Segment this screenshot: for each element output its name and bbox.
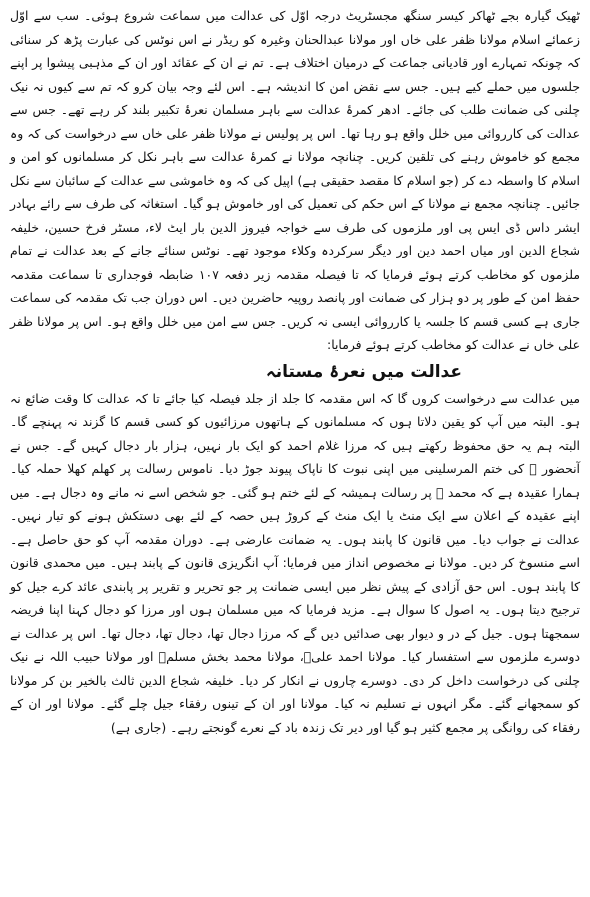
paragraph-court-proceedings: ٹھیک گیارہ بجے ٹھاکر کیسر سنگھ مجسٹریٹ درجہ اوّل کی عدالت میں سماعت شروع ہوئی۔ سب سے اوّل زعمائے اسلام مولانا ظفر علی خاں اور مولانا عبدالحنان وغیرہ کو ریڈر نے اس نوٹس کی عبارت پڑھ کر سنائی کہ چونکہ تمہارے اور قادیانی جماعت کے درمیان اختلاف ہے۔ تم نے ان کے عقائد اور ان کے مذہبی پیشوا پر اپنے جلسوں میں حملے کیے ہیں۔ جس سے نقض امن کا اندیشہ ہے۔ اس لئے وجہ بیان کرو کہ تم سے کیوں نہ نیک چلنی کی ضمانت طلب کی جائے۔ ادھر کمرۂ عدالت سے باہر مسلمان نعرۂ تکبیر بلند کر رہے تھے۔ جس سے عدالت کی کارروائی میں خلل واقع ہو رہا تھا۔ اس پر پولیس نے مولانا ظفر علی خاں سے درخواست کی کہ وہ مجمع کو خاموش رہنے کی تلقین کریں۔ چنانچہ مولانا نے کمرۂ عدالت سے باہر نکل کر مسلمانوں کو امن و اسلام کا واسطہ دے کر (جو اسلام کا مقصد حقیقی ہے) اپیل کی کہ وہ خاموشی سے عدالت کے سائبان سے نکل جائیں۔ چنانچہ مجمع نے مولانا کے اس حکم کی تعمیل کی اور خاموش ہو گیا۔ استغاثہ کی طرف سے رائے بہادر ایشر داس ڈی ایس پی اور ملزموں کی طرف سے خواجہ فیروز الدین بار ایٹ لاء، مسٹر فرخ حسین، خلیفہ شجاع الدین اور میاں احمد دین اور دیگر سرکردہ وکلاء موجود تھے۔ نوٹس سنائے جانے کے بعد عدالت نے تمام ملزموں کو مخاطب کرتے ہوئے فرمایا کہ تا فیصلہ مقدمہ زیر دفعہ ۱۰۷ ضابطہ فوجداری تا سماعت مقدمہ حفظ امن کے طور پر دو ہزار کی ضمانت اور پانصد روپیہ حاضرین دیں۔ اس دوران جب تک مقدمہ کی سماعت جاری ہے کسی قسم کا جلسہ یا کارروائی ایسی نہ کریں۔ جس سے امن میں خلل واقع ہو۔ اس پر مولانا ظفر علی خاں نے عدالت کو مخاطب کرتے ہوئے فرمایا: <box>10 8 580 352</box>
paragraph-statement: میں عدالت سے درخواست کروں گا کہ اس مقدمہ کا جلد از جلد فیصلہ کیا جائے تا کہ عدالت کا وقت ضائع نہ ہو۔ البتہ میں آپ کو یقین دلاتا ہوں کہ مسلمانوں کے ہاتھوں مرزائیوں کو کسی قسم کا گزند نہ پہنچے گا۔ البتہ ہم یہ حق محفوظ رکھتے ہیں کہ مرزا غلام احمد کو ایک بار نہیں، ہزار بار دجال کہیں گے۔ جس نے آنحضور ﷺ کی ختم المرسلینی میں اپنی نبوت کا ناپاک پیوند جوڑ دیا۔ ناموس رسالت پر کھلم کھلا حملہ کیا۔ ہمارا عقیدہ ہے کہ محمد ﷺ پر رسالت ہمیشہ کے لئے ختم ہو گئی۔ جو شخص اسے نہ مانے وہ دجال ہے۔ میں اپنے عقیدہ کے اعلان سے ایک منٹ یا ایک منٹ کے کروڑ ہیں حصہ کے لئے بھی دستکش ہونے کو تیار نہیں۔ عدالت نے جواب دیا۔ میں قانون کا پابند ہوں۔ یہ ضمانت عارضی ہے۔ دوران مقدمہ آپ کو حق حاصل ہے۔ اسے منسوخ کر دیں۔ مولانا نے مخصوص انداز میں فرمایا: آپ انگریزی قانون کے پابند ہیں۔ میں محمدی قانون کا پابند ہوں۔ اس حق آزادی کے پیش نظر میں ایسی ضمانت پر جو تحریر و تقریر پر پابندی عائد کرے جیل کو ترجیح دیتا ہوں۔ یہ اصول کا سوال ہے۔ مزید فرمایا کہ میں مسلمان ہوں اور مرزا کو دجال کہنا اپنا فریضہ سمجھتا ہوں۔ جیل کے در و دیوار بھی صدائیں دیں گے کہ مرزا دجال تھا، دجال تھا، دجال تھا۔ اس پر عدالت نے دوسرے ملزموں سے استفسار کیا۔ مولانا احمد علیؒ، مولانا محمد بخش مسلمؒ اور مولانا حبیب اللہ نے نیک چلنی کی درخواست داخل کر دی۔ دوسرے چاروں نے انکار کر دیا۔ خلیفہ شجاع الدین ثالث بالخیر بن کر مولانا کو سمجھانے گئے۔ مگر انہوں نے تسلیم نہ کیا۔ مولانا اور ان کے تینوں رفقاء جیل چلے گئے۔ مولانا اور ان کے رفقاء کی روانگی پر مجمع کثیر ہو گیا اور دیر تک زندہ باد کے نعرے گونجتے رہے۔ (جاری ہے) <box>10 390 580 735</box>
section-heading: عدالت میں نعرۂ مستانہ <box>265 361 462 382</box>
body-section-2 <box>10 387 580 740</box>
body-section-1 <box>10 4 580 357</box>
